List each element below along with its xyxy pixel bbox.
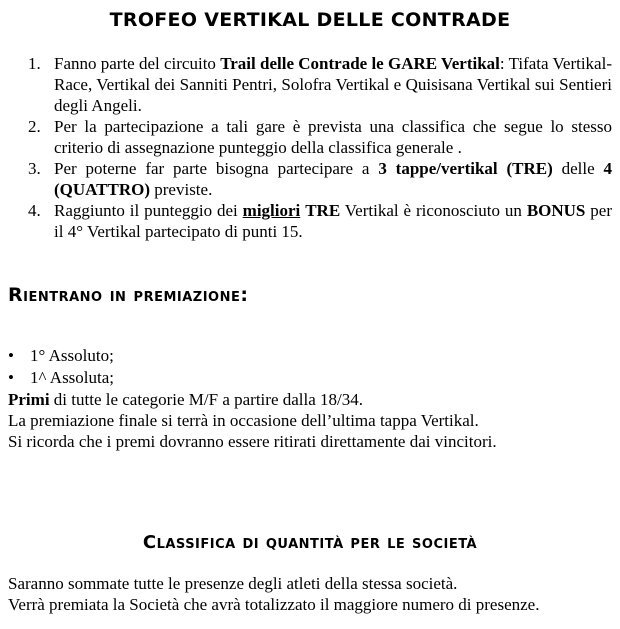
primi-bold: Primi xyxy=(8,390,50,409)
document-title: TROFEO VERTIKAL DELLE CONTRADE xyxy=(109,9,511,31)
rule-text: per il 4° Vertikal partecipato di punti 15. xyxy=(54,201,613,241)
rule-text: Fanno parte del circuito xyxy=(54,54,221,73)
classifica-heading: Classifica di quantità per le società xyxy=(142,532,478,553)
rule-text: : Tifata Vertikal-Race, Vertikal dei Sanniti Pentri, Solofra Vertikal e Quisisana Vertikal sui Sentieri degli Angeli. xyxy=(54,54,612,115)
premiazione-paragraph xyxy=(8,389,613,452)
rule-text-bold: Trail delle Contrade le GARE Vertikal xyxy=(220,54,500,73)
rule-text-bold: 4 (QUATTRO) xyxy=(54,159,613,199)
classifica-line-2: Verrà premiata la Società che avrà totalizzato il maggiore numero di presenze. xyxy=(8,595,540,614)
rule-number: 3. xyxy=(28,159,41,178)
rule-number: 1. xyxy=(28,54,41,73)
rule-text-bold: TRE xyxy=(305,201,341,220)
rule-item xyxy=(10,158,612,200)
rule-text: Per poterne far parte bisogna partecipare a xyxy=(54,159,379,178)
awards-list xyxy=(8,345,114,389)
rule-item xyxy=(10,116,612,158)
list-item xyxy=(8,367,114,389)
rules-list xyxy=(10,53,612,242)
award-text: 1° Assoluto; xyxy=(30,346,114,365)
rule-text-bold: migliori xyxy=(242,201,301,220)
primi-rest: di tutte le categorie M/F a partire dalla 18/34. xyxy=(49,390,364,409)
rule-number: 4. xyxy=(28,201,41,220)
rule-item xyxy=(10,53,612,116)
classifica-line-1: Saranno sommate tutte le presenze degli atleti della stessa società. xyxy=(8,574,458,593)
bullet-icon: • xyxy=(8,368,14,387)
premiazione-heading: Rientrano in premiazione: xyxy=(8,284,249,306)
rule-item xyxy=(10,200,612,242)
bullet-icon: • xyxy=(8,346,14,365)
rule-text: previste. xyxy=(150,180,213,199)
rule-text: Per la partecipazione a tali gare è prevista una classifica che segue lo stesso criterio di assegnazione punteggio della classifica generale . xyxy=(54,117,612,157)
premiazione-line-3: Si ricorda che i premi dovranno essere ritirati direttamente dai vincitori. xyxy=(8,432,497,451)
rule-text-bold: 3 tappe/vertikal (TRE) xyxy=(378,159,553,178)
rule-text: Raggiunto il punteggio dei xyxy=(54,201,243,220)
rule-text-bold: BONUS xyxy=(526,201,586,220)
award-text: 1^ Assoluta; xyxy=(30,368,115,387)
rule-text: delle xyxy=(552,159,604,178)
classifica-paragraph xyxy=(8,573,613,615)
primi-line xyxy=(8,389,613,410)
list-item xyxy=(8,345,114,367)
premiazione-line-2: La premiazione finale si terrà in occasione dell’ultima tappa Vertikal. xyxy=(8,411,479,430)
rule-number: 2. xyxy=(28,117,41,136)
rule-text: Vertikal è riconosciuto un xyxy=(340,201,527,220)
